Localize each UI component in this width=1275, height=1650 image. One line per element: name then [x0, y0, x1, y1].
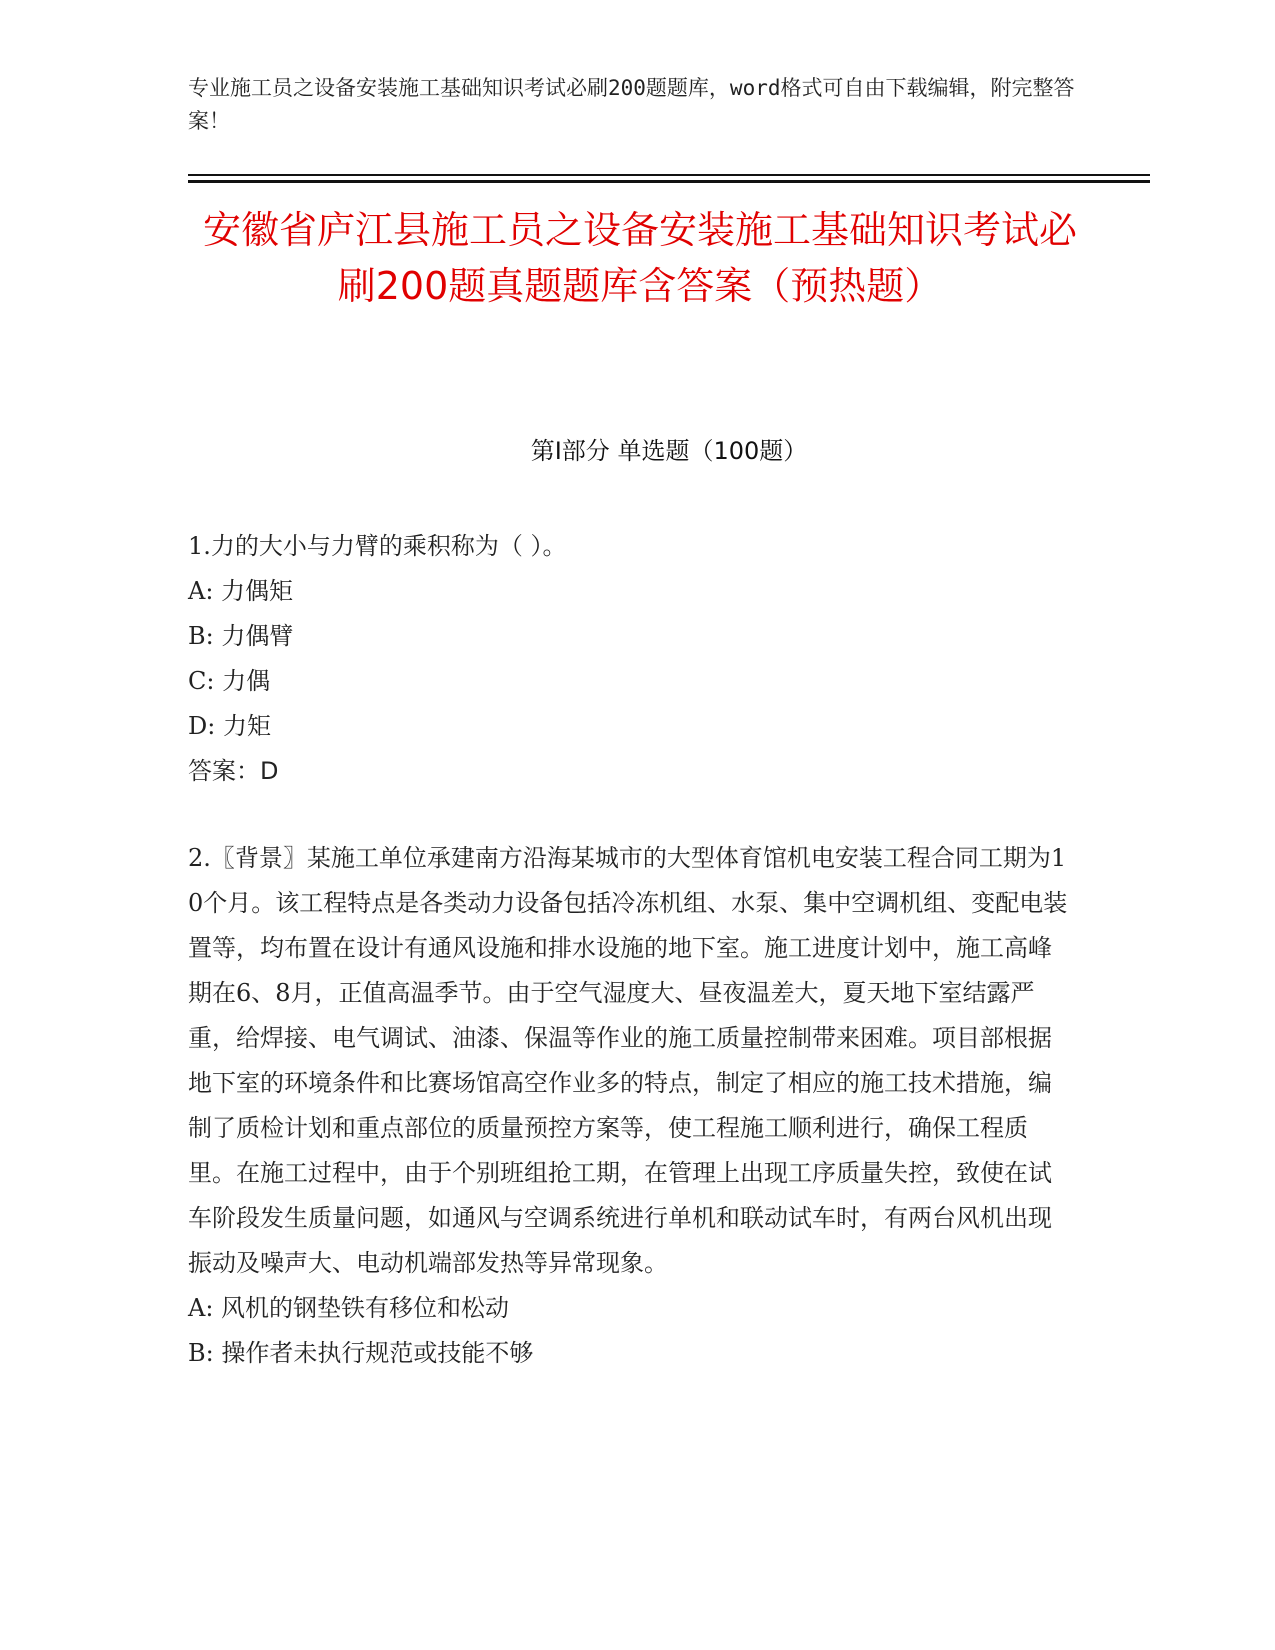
question-stem: 2.〖背景〗某施工单位承建南方沿海某城市的大型体育馆机电安装工程合同工期为10个月。该工程特点是各类动力设备包括冷冻机组、水泵、集中空调机组、变配电装置等，均布置在设计有通风设施和排水设施的地下室。施工进度计划中，施工高峰期在6、8月，正值高温季节。由于空气湿度大、昼夜温差大，夏天地下室结露严重，给焊接、电气调试、油漆、保温等作业的施工质量控制带来困难。项目部根据地下室的环境条件和比赛场馆高空作业多的特点，制定了相应的施工技术措施，编制了质检计划和重点部位的质量预控方案等，使工程施工顺利进行，确保工程质里。在施工过程中，由于个别班组抢工期，在管理上出现工序质量失控，致使在试车阶段发生质量问题，如通风与空调系统进行单机和联动试车时，有两台风机出现振动及噪声大、电动机端部发热等异常现象。: [188, 844, 1068, 1277]
answer-line: 答案：D: [188, 757, 279, 785]
option-b: B: 操作者未执行规范或技能不够: [188, 1339, 534, 1367]
document-title: 安徽省庐江县施工员之设备安装施工基础知识考试必刷200题真题题库含答案（预热题）: [202, 208, 1077, 308]
header-note: 专业施工员之设备安装施工基础知识考试必刷200题题库，word格式可自由下载编辑，附完整答案！: [188, 76, 1075, 133]
header-divider-thin: [188, 174, 1150, 176]
option-c: C: 力偶: [188, 667, 271, 695]
header-divider-thick: [188, 180, 1150, 183]
section-title: 第I部分 单选题（100题）: [530, 437, 808, 465]
option-a: A: 力偶矩: [188, 577, 294, 605]
option-b: B: 力偶臂: [188, 622, 294, 650]
question-2: [188, 836, 1068, 1376]
option-d: D: 力矩: [188, 712, 271, 740]
question-stem: 1.力的大小与力臂的乘积称为（ ）。: [188, 532, 567, 560]
option-a: A: 风机的钢垫铁有移位和松动: [188, 1294, 510, 1322]
question-list: [188, 524, 1068, 1376]
question-1: [188, 524, 1068, 794]
question-gap: [188, 794, 1068, 836]
